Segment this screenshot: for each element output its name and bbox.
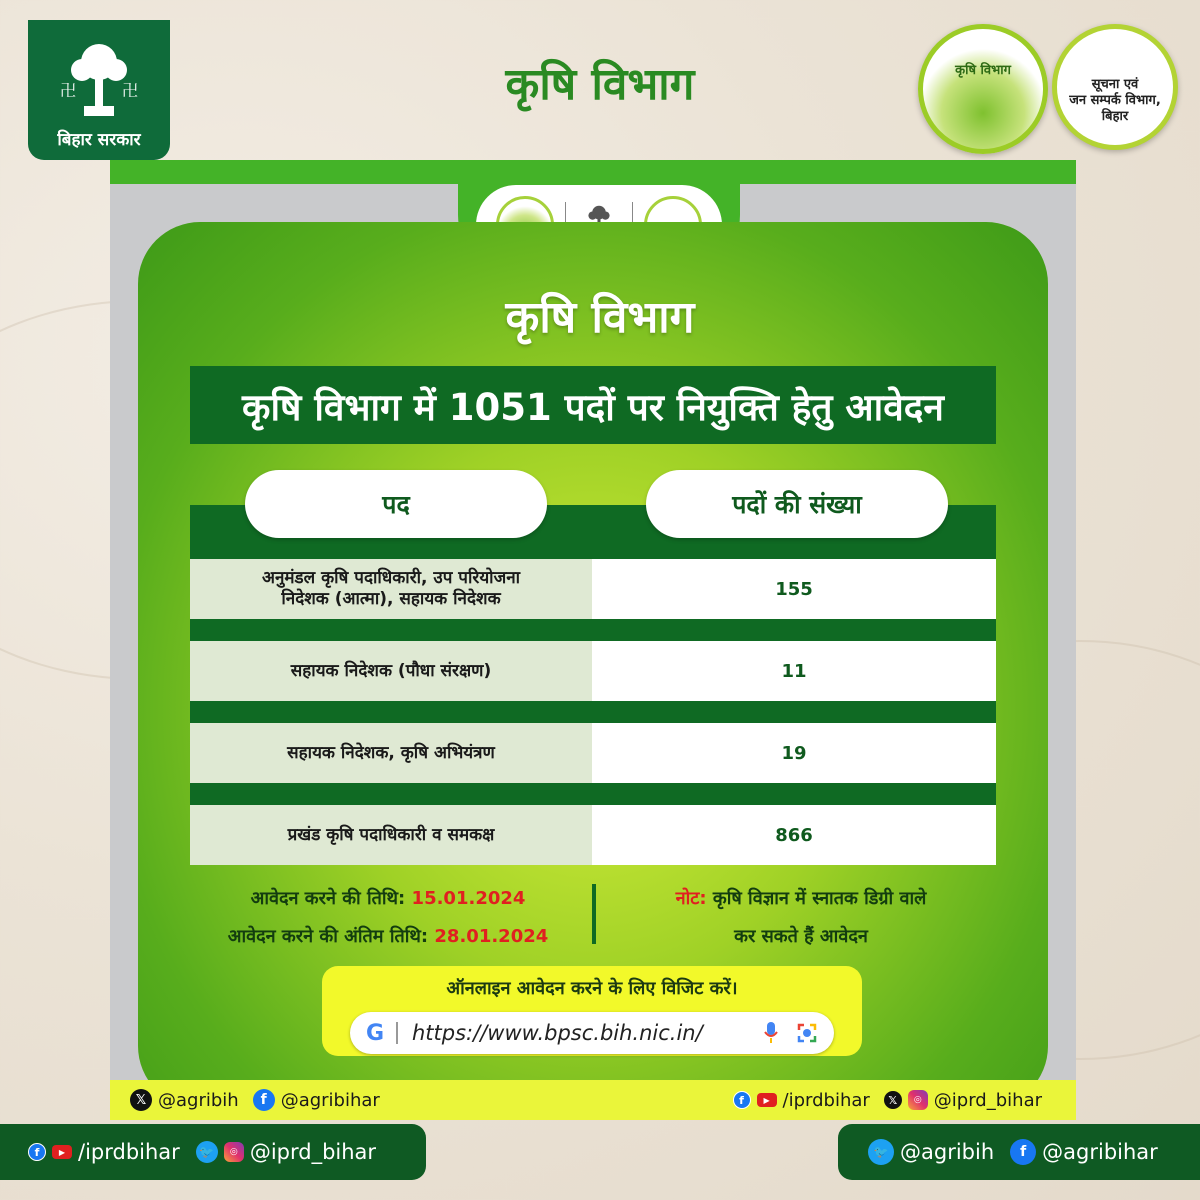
eligibility-note <box>606 880 996 956</box>
iprd-tw-ig-handle[interactable] <box>196 1140 376 1164</box>
end-date-label: आवेदन करने की अंतिम तिथि: <box>227 926 429 947</box>
agri-tw-text: @agribih <box>900 1140 995 1164</box>
bihar-sarkar-label: बिहार सरकार <box>57 130 141 150</box>
agri-fb-handle[interactable] <box>1010 1139 1158 1165</box>
bottom-bar-right <box>838 1124 1200 1180</box>
iprd-x-ig-text: @iprd_bihar <box>933 1089 1042 1111</box>
application-dates <box>190 880 586 956</box>
post-count: 155 <box>592 559 996 619</box>
row-separator <box>190 701 996 723</box>
post-name-line: निदेशक (आत्मा), सहायक निदेशक <box>281 589 501 609</box>
start-date-value: 15.01.2024 <box>411 888 526 909</box>
col-header-post: पद <box>245 470 547 538</box>
bottom-bar-left <box>0 1124 426 1180</box>
post-name <box>190 559 592 619</box>
iprd-fb-yt-handle[interactable] <box>28 1140 180 1164</box>
iprd-logo-line: जन सम्पर्क विभाग, <box>1069 93 1161 108</box>
iprd-fb-yt-text: /iprdbihar <box>782 1089 870 1111</box>
post-count: 866 <box>592 805 996 865</box>
facebook-icon: f <box>253 1089 275 1111</box>
mic-icon[interactable] <box>764 1022 778 1044</box>
table-row <box>190 805 996 865</box>
col-header-count: पदों की संख्या <box>646 470 948 538</box>
start-date-label: आवेदन करने की तिथि: <box>250 888 406 909</box>
post-name: सहायक निदेशक, कृषि अभियंत्रण <box>190 723 592 783</box>
iprd-tw-ig-text: @iprd_bihar <box>249 1140 377 1164</box>
note-line: कृषि विज्ञान में स्नातक डिग्री वाले <box>712 888 927 909</box>
url-link[interactable]: https://www.bpsc.bih.nic.in/ <box>412 1021 703 1045</box>
headline-banner: कृषि विभाग में 1051 पदों पर नियुक्ति हेतु आवेदन <box>190 366 996 444</box>
svg-text:卍: 卍 <box>60 81 77 100</box>
iprd-logo <box>1052 24 1178 150</box>
facebook-icon: f <box>733 1091 751 1109</box>
twitter-icon: 🐦 <box>196 1141 218 1163</box>
svg-text:卍: 卍 <box>122 81 139 100</box>
krishi-vibhag-logo <box>918 24 1048 154</box>
iprd-logo-line: बिहार <box>1101 109 1129 124</box>
post-name-line: अनुमंडल कृषि पदाधिकारी, उप परियोजना <box>261 568 521 588</box>
end-date-value: 28.01.2024 <box>434 926 549 947</box>
x-handle-text: @agribih <box>158 1089 239 1111</box>
post-name: सहायक निदेशक (पौधा संरक्षण) <box>190 641 592 701</box>
page-title: कृषि विभाग <box>505 59 695 110</box>
post-count: 19 <box>592 723 996 783</box>
agri-tw-handle[interactable] <box>868 1139 994 1165</box>
note-label: नोट: <box>675 888 707 909</box>
krishi-logo-text: कृषि विभाग <box>955 63 1011 78</box>
table-row <box>190 559 996 619</box>
twitter-icon: 🐦 <box>868 1139 894 1165</box>
post-count: 11 <box>592 641 996 701</box>
vertical-divider <box>592 884 596 944</box>
youtube-icon: ▶ <box>757 1093 777 1107</box>
visit-label: ऑनलाइन आवेदन करने के लिए विजिट करें। <box>446 978 738 999</box>
panel-title: कृषि विभाग <box>505 292 695 343</box>
x-handle[interactable] <box>130 1089 239 1111</box>
row-separator <box>190 619 996 641</box>
url-search-bar[interactable] <box>350 1012 834 1054</box>
fb-handle-text: @agribihar <box>280 1089 380 1111</box>
lens-icon[interactable] <box>796 1022 818 1044</box>
x-icon: 𝕏 <box>884 1091 902 1109</box>
facebook-icon: f <box>28 1143 46 1161</box>
iprd-x-ig-handle[interactable] <box>884 1090 1042 1111</box>
table-row <box>190 723 996 783</box>
instagram-icon: ◎ <box>224 1142 244 1162</box>
facebook-icon: f <box>1010 1139 1036 1165</box>
agri-fb-text: @agribihar <box>1042 1140 1158 1164</box>
fb-handle[interactable] <box>253 1089 380 1111</box>
note-line: कर सकते हैं आवेदन <box>734 926 868 947</box>
youtube-icon: ▶ <box>52 1145 72 1159</box>
iprd-fb-yt-text: /iprdbihar <box>78 1140 180 1164</box>
table-row <box>190 641 996 701</box>
row-separator <box>190 783 996 805</box>
instagram-icon: ◎ <box>908 1090 928 1110</box>
iprd-logo-line: सूचना एवं <box>1091 77 1139 92</box>
bar-divider <box>396 1022 398 1044</box>
x-icon: 𝕏 <box>130 1089 152 1111</box>
iprd-fb-yt-handle[interactable] <box>733 1090 870 1111</box>
card-footer <box>110 1080 1076 1120</box>
google-icon: G <box>366 1020 385 1046</box>
post-name: प्रखंड कृषि पदाधिकारी व समकक्ष <box>190 805 592 865</box>
